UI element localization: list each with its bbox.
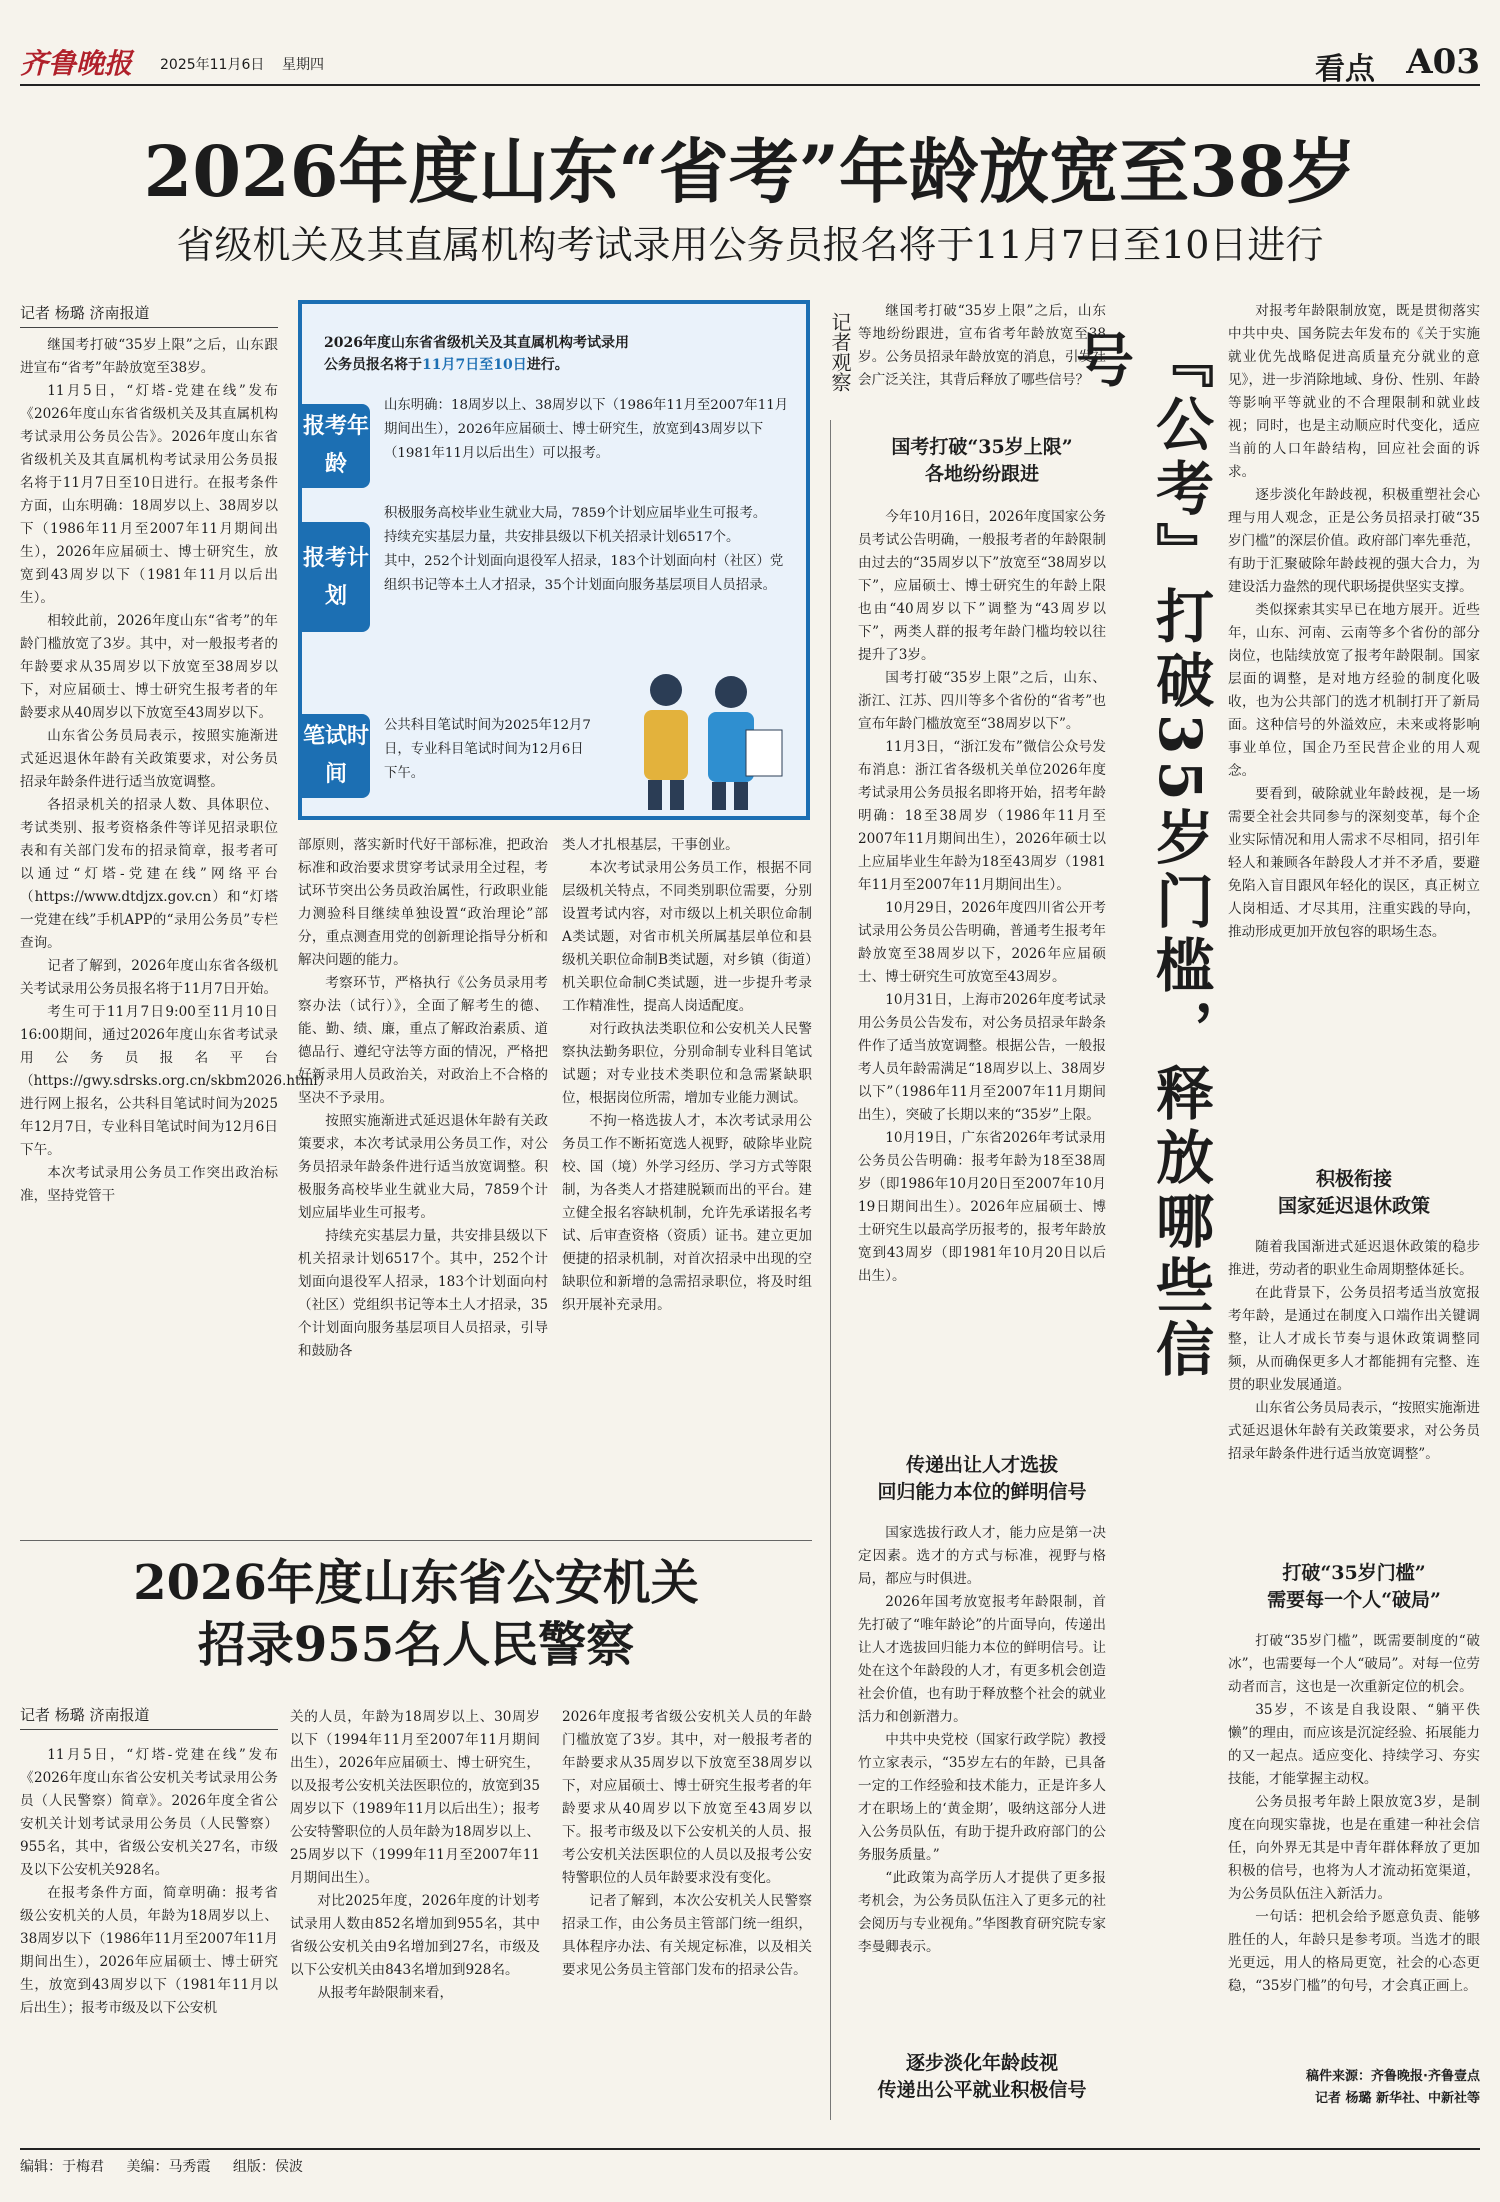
paragraph: 2026年度报考省级公安机关人员的年龄门槛放宽了3岁。其中，对一般报考者的年龄要求从35周岁以下放宽至38周岁以下，对应届硕士、博士研究生报考者的年龄要求从40周岁以下放宽至43周岁以下。报考市级及以下公安机关的人员、报考公安机关法医职位的人员以及报考公安特警职位的人员年龄要求没有变化。 — [562, 1709, 812, 1886]
police-headline-line2: 招录955名人民警察 — [197, 1617, 635, 1673]
info-title-line2: 公务员报名将于 — [324, 357, 422, 373]
section-name: 看点 — [1315, 52, 1375, 87]
section-divider — [20, 1540, 812, 1541]
info-plan-line: 积极服务高校毕业生就业大局，7859个计划应届毕业生可报考。 — [384, 506, 767, 521]
info-age-text: 山东明确：18周岁以上、38周岁以下（1986年11月至2007年11月期间出生），2026年应届硕士、博士研究生，放宽到43周岁以下（1981年11月以后出生）可以报考。 — [384, 398, 789, 461]
paragraph: 国家选拔行政人才，能力应是第一决定因素。选才的方式与标准，视野与格局，都应与时俱进。 — [858, 1525, 1106, 1587]
info-graphic — [298, 300, 810, 820]
subheading-line: 打破“35岁门槛” — [1282, 1562, 1426, 1584]
subheading — [858, 434, 1106, 488]
source-line: 稿件来源：齐鲁晚报·齐鲁壹点 — [1306, 2069, 1480, 2084]
article-column — [1228, 1236, 1480, 1554]
info-label-exam: 笔试时间 — [302, 714, 370, 798]
paragraph: 各招录机关的招录人数、具体职位、考试类别、报考资格条件等详见招录职位表和有关部门发布的招录简章，报考者可以通过“灯塔-党建在线”网络平台（https://www.dtdjzx.gov.cn）和“灯塔一党建在线”手机APP的“录用公务员”专栏查询。 — [20, 797, 278, 951]
subheading-line: 需要每一个人“破局” — [1267, 1589, 1441, 1611]
source-credit — [1228, 2066, 1480, 2110]
paragraph: 11月3日，“浙江发布”微信公众号发布消息：浙江省各级机关单位2026年度考试录用公务员报名即将开始，招考年龄明确：18至38周岁（1986年11月至2007年11月期间出生），2026年硕士以上应届毕业生年龄为18至43周岁（1981年11月至2007年11月期间出生）。 — [858, 739, 1106, 893]
paragraph: 类似探索其实早已在地方展开。近些年，山东、河南、云南等多个省份的部分岗位，也陆续放宽了报考年龄限制。国家层面的调整，是对地方经验的制度化吸收，也为公共部门的选才机制打开了新局面。这种信号的外溢效应，未来或将影响事业单位，国企乃至民营企业的用人观念。 — [1228, 602, 1480, 779]
paragraph: 今年10月16日，2026年度国家公务员考试公告明确，一般报考者的年龄限制由过去的“35周岁以下”放宽至“38周岁以下”，应届硕士、博士研究生的年龄上限也由“40周岁以下”调整为“43周岁以下”，两类人群的报考年龄门槛均较以往提升了3岁。 — [858, 509, 1106, 663]
paragraph: 继国考打破“35岁上限”之后，山东跟进宣布“省考”年龄放宽至38岁。 — [20, 337, 278, 376]
paragraph: 山东省公务员局表示，按照实施渐进式延迟退休年龄有关政策要求，对公务员招录年龄条件进行适当放宽调整。 — [20, 728, 278, 790]
paragraph: 逐步淡化年龄歧视，积极重塑社会心理与用人观念，正是公务员招录打破“35岁门槛”的深层价值。政府部门率先垂范，有助于汇聚破除年龄歧视的强大合力，为建设活力盎然的现代职场提供坚实支撑。 — [1228, 487, 1480, 595]
info-label-age: 报考年龄 — [302, 404, 370, 488]
info-plan-text — [384, 502, 792, 598]
info-title-line1: 2026年度山东省省级机关及其直属机构考试录用 — [324, 335, 629, 351]
paragraph: 记者了解到，2026年度山东省各级机关考试录用公务员报名将于11月7日开始。 — [20, 958, 278, 997]
column-rule — [830, 420, 831, 2120]
paragraph: 考生可于11月7日9:00至11月10日16:00期间，通过2026年度山东省考试录用公务员报名平台（https://gwy.sdrsks.org.cn/skbm2026.html）进行网上报名，公共科目笔试时间为2025年12月7日，专业科目笔试时间为12月6日下午。 — [20, 1004, 332, 1158]
article-column — [20, 1744, 278, 2124]
subheading-line: 逐步淡化年龄歧视 — [905, 2052, 1058, 2074]
paragraph: 记者了解到，本次公安机关人民警察招录工作，由公务员主管部门统一组织，具体程序办法、有关规定标准，以及相关要求见公务员主管部门发布的招录公告。 — [562, 1893, 812, 1978]
article-column — [858, 1522, 1106, 2042]
article-column — [20, 334, 332, 1534]
paragraph: “此政策为高学历人才提供了更多报考机会，为公务员队伍注入了更多元的社会阅历与专业视角。”华图教育研究院专家李曼卿表示。 — [858, 1870, 1106, 1955]
paragraph: 11月5日，“灯塔-党建在线”发布《2026年度山东省公安机关考试录用公务员（人民警察）简章》。2026年度全省公安机关计划考试录用公务员（人民警察）955名，其中，省级公安机关27名，市级及以下公安机关928名。 — [20, 1747, 278, 1878]
subheading-line: 积极衔接 — [1315, 1168, 1392, 1190]
subheading-line: 回归能力本位的鲜明信号 — [877, 1481, 1087, 1503]
paragraph: 10月31日，上海市2026年度考试录用公务员公告发布，对公务员招录年龄条件作了适当放宽调整。根据公告，一般报考人员年龄需满足“18周岁以上、38周岁以下”（1986年11月至2007年11月期间出生），突破了长期以来的“35岁”上限。 — [858, 992, 1106, 1123]
paragraph: 持续充实基层力量，共安排县级以下机关招录计划6517个。其中，252个计划面向退役军人招录，183个计划面向村（社区）党组织书记等本土人才招录，35个计划面向服务基层项目人员招录，引导和鼓励各 — [298, 1228, 548, 1359]
paragraph: 不拘一格选拔人才，本次考试录用公务员工作不断拓宽选人视野，破除毕业院校、国（境）外学习经历、学习方式等限制，为各类人才搭建脱颖而出的平台。建立健全报名容缺机制，允许先承诺报名考试、后审查资格（资质）证书。建立更加便捷的招录机制，对首次招录中出现的空缺职位和新增的急需招录职位，将及时组织开展补充录用。 — [562, 1113, 812, 1313]
article-column — [290, 1706, 540, 2124]
subheading — [858, 1452, 1106, 1506]
subheading — [1228, 1560, 1480, 1614]
subheading-line: 传递出让人才选拔 — [905, 1454, 1058, 1476]
paragraph: 国考打破“35岁上限”之后，山东、浙江、江苏、四川等多个省份的“省考”也宣布年龄门槛放宽至“38周岁以下”。 — [858, 670, 1106, 732]
reporter-line: 记者 杨璐 新华社、中新社等 — [1314, 2091, 1480, 2106]
paragraph: 按照实施渐进式延迟退休年龄有关政策要求，本次考试录用公务员工作，对公务员招录年龄条件进行适当放宽调整。积极服务高校毕业生就业大局，7859个计划应届毕业生可报考。 — [298, 1113, 548, 1221]
paragraph: 对行政执法类职位和公安机关人民警察执法勤务职位，分别命制专业科目笔试试题；对专业技术类职位和急需紧缺职位，根据岗位所需，增加专业能力测试。 — [562, 1021, 812, 1106]
paragraph: 公务员报考年龄上限放宽3岁，是制度在向现实靠拢，也是在重建一种社会信任，向外界无其是中青年群体释放了更加积极的信号，也将为人才流动拓宽渠道，为公务员队伍注入新活力。 — [1228, 1794, 1480, 1902]
paragraph: 中共中央党校（国家行政学院）教授竹立家表示，“35岁左右的年龄，已具备一定的工作经验和技术能力，正是许多人才在职场上的‘黄金期’，吸纳这部分人进入公务员队伍，有助于提升政府部门的公务服务质量。” — [858, 1732, 1106, 1863]
subheading — [1228, 1166, 1480, 1220]
subheading-line: 国考打破“35岁上限” — [891, 436, 1073, 458]
paragraph: 关的人员，年龄为18周岁以上、30周岁以下（1994年11月至2007年11月期间出生），2026年应届硕士、博士研究生，以及报考公安机关法医职位的，放宽到35周岁以下（1989年11月以后出生）；报考公安特警职位的人员年龄为18周岁以上、25周岁以下（1999年11月至2007年11月期间出生）。 — [290, 1709, 540, 1886]
police-headline-line1: 2026年度山东省公安机关 — [133, 1555, 699, 1611]
article-column — [562, 1706, 812, 2124]
paragraph: 随着我国渐进式延迟退休政策的稳步推进，劳动者的职业生命周期整体延长。 — [1228, 1239, 1480, 1278]
paragraph: 从报考年龄限制来看， — [317, 1985, 454, 2001]
paragraph: 本次考试录用公务员工作突出政治标准，坚持党管干 — [20, 1165, 278, 1204]
subheading-line: 各地纷纷跟进 — [924, 463, 1039, 485]
paragraph: 一句话：把机会给予愿意负责、能够胜任的人，年龄只是参考项。当选才的眼光更远，用人的格局更宽，社会的心态更稳，“35岁门槛”的句号，才会真正画上。 — [1228, 1909, 1480, 1994]
commentary-title: 『公考』打破35岁门槛，释放哪些信号 — [1066, 330, 1214, 1383]
police-headline — [20, 1552, 812, 1676]
info-title-highlight: 11月7日至10日 — [422, 357, 527, 373]
article-column — [858, 506, 1106, 1440]
main-subhead: 省级机关及其直属机构考试录用公务员报名将于11月7日至10日进行 — [176, 223, 1324, 267]
paragraph: 部原则，落实新时代好干部标准，把政治标准和政治要求贯穿考试录用全过程，考试环节突出公务员政治属性，行政职业能力测验科目继续单独设置“政治理论”部分，重点测查用党的创新理论指导分析和解决问题的能力。 — [298, 837, 548, 968]
subheading-line: 国家延迟退休政策 — [1277, 1195, 1430, 1217]
paragraph: 打破“35岁门槛”，既需要制度的“破冰”，也需要每一个人“破局”。对每一位劳动者而言，这也是一次重新定位的机会。 — [1228, 1633, 1480, 1695]
paragraph: 35岁，不该是自我设限、“躺平佚懒”的理由，而应该是沉淀经验、拓展能力的又一起点。适应变化、持续学习、夯实技能，才能掌握主动权。 — [1228, 1702, 1480, 1787]
article-column — [298, 834, 548, 1534]
paragraph: 10月19日，广东省2026年考试录用公务员公告明确：报考年龄为18至38周岁（即1986年10月20日至2007年10月19日期间出生）。2026年应届硕士、博士研究生以最高学历报考的，报考年龄放宽到43周岁（即1981年10月20日以后出生）。 — [858, 1130, 1106, 1284]
masthead — [20, 40, 1480, 86]
issue-weekday: 星期四 — [282, 57, 324, 73]
observation-label: 记者观察 — [828, 312, 852, 392]
subheading-line: 传递出公平就业积极信号 — [877, 2079, 1087, 2101]
info-title — [324, 332, 784, 376]
article-column — [562, 834, 812, 1534]
paragraph: 2026年国考放宽报考年龄限制，首先打破了“唯年龄论”的片面导向，传递出让人才选拔回归能力本位的鲜明信号。让处在这个年龄段的人才，有更多机会创造社会价值，也有助于释放整个社会的就业活力和创新潜力。 — [858, 1594, 1106, 1725]
subheading — [858, 2050, 1106, 2104]
byline: 记者 杨璐 济南报道 — [20, 1702, 278, 1730]
designer-credit: 美编：马秀霞 — [126, 2159, 211, 2175]
article-column — [1228, 1630, 1480, 2060]
editor-credit: 编辑：于梅君 — [20, 2159, 104, 2175]
article-column — [1228, 300, 1480, 1160]
paragraph: 在报考条件方面，简章明确：报考省级公安机关的人员，年龄为18周岁以上、38周岁以下（1986年11月至2007年11月期间出生），2026年应届硕士、博士研究生，放宽到43周岁以下（1981年11月以后出生）；报考市级及以下公安机 — [20, 1885, 278, 2016]
paragraph: 要看到，破除就业年龄歧视，是一场需要全社会共同参与的深刻变革，每个企业实际情况和用人需求不尽相同，招引年轻人和兼顾各年龄段人才并不矛盾，要避免陷入盲目跟风年轻化的误区，真正树立人岗相适、才尽其用，注重实践的导向，推动形成更加开放包容的职场生态。 — [1228, 786, 1480, 940]
paragraph: 继国考打破“35岁上限”之后，山东等地纷纷跟进，宣布省考年龄放宽至38岁。公务员招录年龄放宽的消息，引发社会广泛关注，其背后释放了哪些信号？ — [858, 303, 1106, 388]
issue-date: 2025年11月6日 — [160, 57, 265, 73]
paragraph: 对比2025年度，2026年度的计划考试录用人数由852名增加到955名，其中省级公安机关由9名增加到27名，市级及以下公安机关由843名增加到928名。 — [290, 1893, 540, 1978]
info-title-line3: 进行。 — [526, 357, 569, 373]
paragraph: 10月29日，2026年度四川省公开考试录用公务员公告明确，普通考生报考年龄放宽至38周岁以下，2026年应届硕士、博士研究生可放宽至43周岁。 — [858, 900, 1106, 985]
paragraph: 在此背景下，公务员招考适当放宽报考年龄，是通过在制度入口端作出关键调整，让人才成长节奏与退休政策调整同频，从而确保更多人才都能拥有完整、连贯的职业发展通道。 — [1228, 1285, 1480, 1393]
paragraph: 山东省公务员局表示，“按照实施渐进式延迟退休年龄有关政策要求，对公务员招录年龄条件进行适当放宽调整”。 — [1228, 1400, 1480, 1462]
paragraph: 相较此前，2026年度山东“省考”的年龄门槛放宽了3岁。其中，对一般报考者的年龄要求从35周岁以下放宽至38周岁以下，对应届硕士、博士研究生报考者的年龄要求从40周岁以下放宽至43周岁以下。 — [20, 613, 278, 721]
info-plan-line: 持续充实基层力量，共安排县级以下机关招录计划6517个。 — [384, 530, 740, 545]
paragraph: 考察环节，严格执行《公务员录用考察办法（试行）》，全面了解考生的德、能、勤、绩、廉，重点了解政治素质、道德品行、遵纪守法等方面的情况，严格把好新录用人员政治关，对政治上不合格的坚决不予录用。 — [298, 975, 548, 1106]
byline: 记者 杨璐 济南报道 — [20, 300, 278, 328]
info-plan-line: 其中，252个计划面向退役军人招录，183个计划面向村（社区）党组织书记等本土人才招录，35个计划面向服务基层项目人员招录。 — [384, 554, 784, 593]
info-label-plan: 报考计划 — [302, 522, 370, 632]
paper-logo: 齐鲁晚报 — [20, 47, 133, 80]
page-number: A03 — [1406, 42, 1480, 82]
paragraph: 11月5日，“灯塔-党建在线”发布《2026年度山东省省级机关及其直属机构考试录用公务员公告》。2026年度山东省省级机关及其直属机构考试录用公务员报名将于11月7日至10日进行。在报考条件方面，山东明确：18周岁以上、38周岁以下（1986年11月至2007年11月期间出生），2026年应届硕士、博士研究生，放宽到43周岁以下（1981年11月以后出生）。 — [20, 383, 278, 606]
main-headline: 2026年度山东“省考”年龄放宽至38岁 — [143, 130, 1357, 213]
layout-credit: 组版：侯波 — [232, 2159, 303, 2175]
footer — [20, 2148, 1480, 2184]
paragraph: 类人才扎根基层，干事创业。 — [562, 837, 739, 853]
people-illustration — [596, 660, 796, 810]
info-exam-text: 公共科目笔试时间为2025年12月7日，专业科目笔试时间为12月6日下午。 — [384, 718, 591, 781]
paragraph: 本次考试录用公务员工作，根据不同层级机关特点，不同类别职位需要，分别设置考试内容，对市级以上机关职位命制A类试题，对省市机关所属基层单位和县级机关职位命制B类试题，对乡镇（街道）机关职位命制C类试题，进一步提升考录工作精准性，提高人岗适配度。 — [562, 860, 812, 1014]
paragraph: 对报考年龄限制放宽，既是贯彻落实中共中央、国务院去年发布的《关于实施就业优先战略促进高质量充分就业的意见》，进一步消除地域、身份、性别、年龄等影响平等就业的不合理限制和就业歧视；同时，也是主动顺应时代变化，适应当前的人口年龄结构，回应社会面的诉求。 — [1228, 303, 1480, 480]
